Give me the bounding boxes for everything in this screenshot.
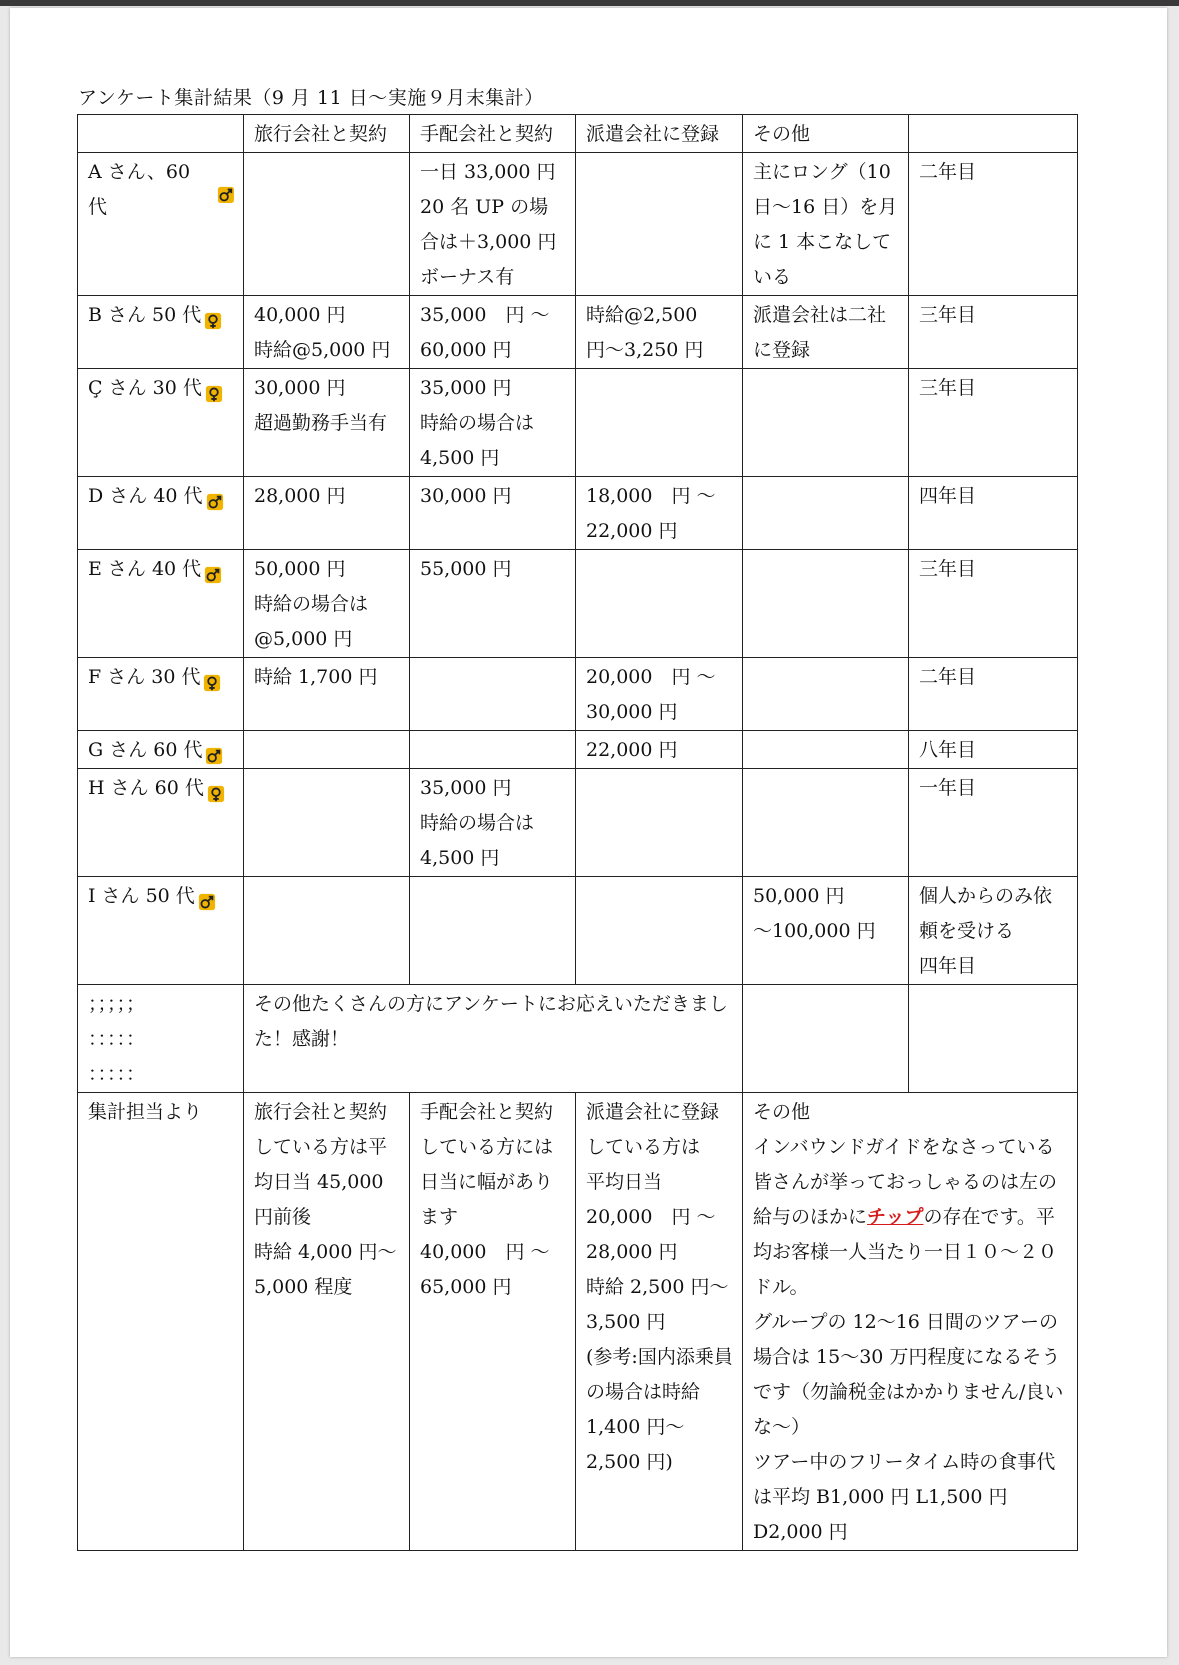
respondent-name-cell bbox=[78, 296, 244, 369]
male-icon bbox=[204, 561, 222, 579]
summary-label-cell: 集計担当より bbox=[78, 1093, 244, 1551]
dispatch-company-cell: 時給@2,500 円〜3,250 円 bbox=[576, 296, 743, 369]
respondent-name-text: F さん 30 代 bbox=[88, 666, 201, 688]
respondent-name bbox=[88, 479, 224, 514]
header-other: その他 bbox=[743, 115, 909, 153]
respondent-name-cell bbox=[78, 369, 244, 477]
misc-empty-cell-1 bbox=[743, 985, 909, 1093]
summary-travel-cell: 旅行会社と契約している方は平均日当 45,000 円前後 時給 4,000 円〜5,000 程度 bbox=[244, 1093, 410, 1551]
dispatch-company-cell: 18,000 円 〜 22,000 円 bbox=[576, 477, 743, 550]
years-cell: 三年目 bbox=[909, 296, 1078, 369]
respondent-row bbox=[78, 769, 1078, 877]
respondent-name-text: A さん、60 代 bbox=[88, 161, 191, 218]
travel-company-cell bbox=[244, 877, 410, 985]
respondent-name-cell bbox=[78, 477, 244, 550]
header-cell-empty bbox=[78, 115, 244, 153]
respondent-row bbox=[78, 369, 1078, 477]
tip-highlight: チップ bbox=[867, 1206, 924, 1228]
dispatch-company-cell bbox=[576, 769, 743, 877]
respondent-row bbox=[78, 550, 1078, 658]
summary-arrangement-cell: 手配会社と契約している方には日当に幅があります 40,000 円 〜 65,000 円 bbox=[410, 1093, 576, 1551]
respondent-row bbox=[78, 153, 1078, 296]
travel-company-cell bbox=[244, 153, 410, 296]
years-cell: 二年目 bbox=[909, 153, 1078, 296]
arrangement-company-cell: 35,000 円 時給の場合は 4,500 円 bbox=[410, 369, 576, 477]
years-cell: 四年目 bbox=[909, 477, 1078, 550]
years-cell: 三年目 bbox=[909, 369, 1078, 477]
respondent-name-text: D さん 40 代 bbox=[88, 485, 203, 507]
respondent-name bbox=[88, 733, 223, 768]
header-dispatch-company: 派遣会社に登録 bbox=[576, 115, 743, 153]
respondent-name-cell bbox=[78, 153, 244, 296]
female-icon bbox=[203, 669, 221, 687]
arrangement-company-cell: 30,000 円 bbox=[410, 477, 576, 550]
respondent-name-cell bbox=[78, 877, 244, 985]
summary-other-text-2: の存在です。平均お客様一人当たり一日１０〜２０ドル。 グループの 12〜16 日間のツアーの場合は 15〜30 万円程度になるそうです（勿論税金はかかりません/良いな〜） ツアー中のフリータイム時の食事代は平均 B1,000 円 L1,500 円 D2,000 円 bbox=[753, 1206, 1064, 1543]
dispatch-company-cell bbox=[576, 550, 743, 658]
arrangement-company-cell bbox=[410, 658, 576, 731]
document-title: アンケート集計結果（9 月 11 日〜実施９月末集計） bbox=[78, 87, 544, 109]
header-arrangement-company: 手配会社と契約 bbox=[410, 115, 576, 153]
male-icon bbox=[217, 181, 235, 199]
travel-company-cell bbox=[244, 731, 410, 769]
female-icon bbox=[205, 380, 223, 398]
years-cell: 個人からのみ依頼を受ける 四年目 bbox=[909, 877, 1078, 985]
other-cell: 派遣会社は二社に登録 bbox=[743, 296, 909, 369]
respondent-row bbox=[78, 731, 1078, 769]
travel-company-cell: 28,000 円 bbox=[244, 477, 410, 550]
dispatch-company-cell: 20,000 円 〜 30,000 円 bbox=[576, 658, 743, 731]
summary-other-heading: その他 bbox=[753, 1101, 811, 1123]
respondent-row bbox=[78, 477, 1078, 550]
other-cell: 主にロング（10 日〜16 日）を月に 1 本こなしている bbox=[743, 153, 909, 296]
other-cell bbox=[743, 658, 909, 731]
respondent-name bbox=[88, 371, 223, 406]
travel-company-cell bbox=[244, 769, 410, 877]
document-page bbox=[10, 8, 1167, 1657]
respondent-name bbox=[88, 552, 222, 587]
misc-message-cell: その他たくさんの方にアンケートにお応えいただきました！感謝！ bbox=[244, 985, 743, 1093]
respondent-name-text: I さん 50 代 bbox=[88, 885, 195, 907]
male-icon bbox=[206, 488, 224, 506]
respondent-name-cell bbox=[78, 769, 244, 877]
respondent-row bbox=[78, 658, 1078, 731]
summary-row bbox=[78, 1093, 1078, 1551]
respondent-name-cell bbox=[78, 658, 244, 731]
female-icon bbox=[204, 307, 222, 325]
misc-empty-cell-2 bbox=[909, 985, 1078, 1093]
summary-dispatch-cell: 派遣会社に登録している方は 平均日当 20,000 円 〜 28,000 円 時給 2,500 円〜3,500 円 (参考:国内添乗員の場合は時給1,400 円〜2,500 円) bbox=[576, 1093, 743, 1551]
arrangement-company-cell: 35,000 円 〜 60,000 円 bbox=[410, 296, 576, 369]
header-travel-company: 旅行会社と契約 bbox=[244, 115, 410, 153]
respondent-name bbox=[88, 771, 225, 806]
respondent-name-text: E さん 40 代 bbox=[88, 558, 202, 580]
other-cell: 50,000 円 〜100,000 円 bbox=[743, 877, 909, 985]
respondent-name bbox=[88, 660, 221, 695]
window-top-bar bbox=[0, 0, 1179, 6]
summary-other-text-1: インバウンドガイドをなさっている皆さんが挙っておっしゃるのは左の給与のほかに bbox=[753, 1136, 1058, 1228]
male-icon bbox=[205, 742, 223, 760]
respondent-name bbox=[88, 298, 222, 333]
dispatch-company-cell bbox=[576, 369, 743, 477]
misc-marks-cell: ；；；；； ：：：：： ：：：：： bbox=[78, 985, 244, 1093]
respondent-name-cell bbox=[78, 731, 244, 769]
other-cell bbox=[743, 731, 909, 769]
respondent-name-text: H さん 60 代 bbox=[88, 777, 204, 799]
respondent-name-text: B さん 50 代 bbox=[88, 304, 202, 326]
female-icon bbox=[207, 780, 225, 798]
survey-table bbox=[77, 114, 1078, 1551]
respondent-name-text: Ç さん 30 代 bbox=[88, 377, 202, 399]
respondent-name-text: G さん 60 代 bbox=[88, 739, 203, 761]
other-cell bbox=[743, 550, 909, 658]
respondent-name-cell bbox=[78, 550, 244, 658]
other-cell bbox=[743, 769, 909, 877]
header-row bbox=[78, 115, 1078, 153]
dispatch-company-cell bbox=[576, 877, 743, 985]
arrangement-company-cell: 35,000 円 時給の場合は 4,500 円 bbox=[410, 769, 576, 877]
travel-company-cell: 40,000 円 時給@5,000 円 bbox=[244, 296, 410, 369]
years-cell: 三年目 bbox=[909, 550, 1078, 658]
respondent-row bbox=[78, 877, 1078, 985]
arrangement-company-cell bbox=[410, 731, 576, 769]
dispatch-company-cell: 22,000 円 bbox=[576, 731, 743, 769]
misc-row bbox=[78, 985, 1078, 1093]
other-cell bbox=[743, 369, 909, 477]
arrangement-company-cell: 一日 33,000 円 20 名 UP の場合は＋3,000 円 ボーナス有 bbox=[410, 153, 576, 296]
respondent-row bbox=[78, 296, 1078, 369]
years-cell: 一年目 bbox=[909, 769, 1078, 877]
arrangement-company-cell: 55,000 円 bbox=[410, 550, 576, 658]
dispatch-company-cell bbox=[576, 153, 743, 296]
arrangement-company-cell bbox=[410, 877, 576, 985]
header-years bbox=[909, 115, 1078, 153]
years-cell: 二年目 bbox=[909, 658, 1078, 731]
respondent-name bbox=[88, 879, 216, 914]
travel-company-cell: 50,000 円 時給の場合は@5,000 円 bbox=[244, 550, 410, 658]
years-cell: 八年目 bbox=[909, 731, 1078, 769]
male-icon bbox=[198, 888, 216, 906]
respondent-name bbox=[88, 155, 235, 225]
summary-other-cell bbox=[743, 1093, 1078, 1551]
travel-company-cell: 30,000 円 超過勤務手当有 bbox=[244, 369, 410, 477]
other-cell bbox=[743, 477, 909, 550]
travel-company-cell: 時給 1,700 円 bbox=[244, 658, 410, 731]
